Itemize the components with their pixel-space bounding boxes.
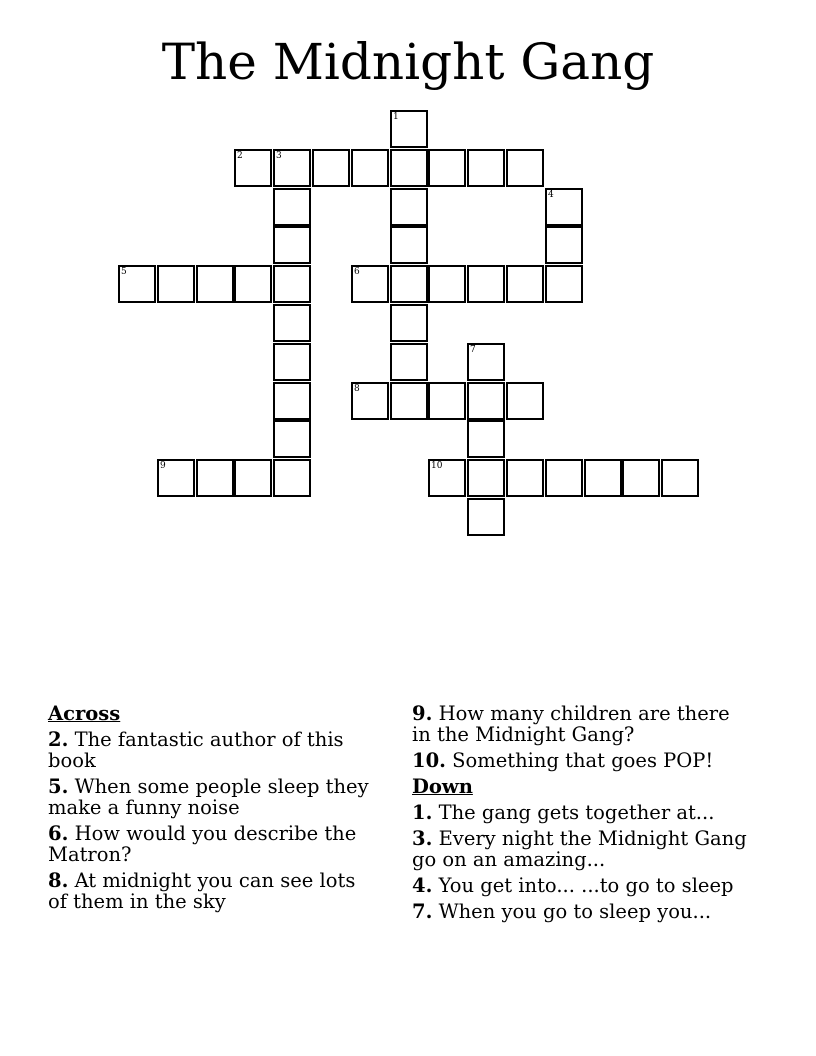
grid-cell[interactable]	[157, 459, 195, 497]
grid-cell[interactable]	[428, 149, 466, 187]
grid-cell[interactable]	[428, 265, 466, 303]
clue-down-3: 3. Every night the Midnight Gang go on an amazing...	[412, 827, 747, 871]
clue-number: 3	[276, 151, 282, 161]
grid-cell[interactable]	[273, 188, 311, 226]
clue-number: 9	[160, 461, 166, 471]
grid-cell[interactable]	[273, 382, 311, 420]
clue-across-9: 9. How many children are there in the Midnight Gang?	[412, 702, 730, 746]
grid-cell[interactable]	[390, 382, 428, 420]
grid-cell[interactable]	[545, 265, 583, 303]
grid-cell[interactable]	[273, 226, 311, 264]
clue-across-2: 2. The fantastic author of this book	[48, 728, 344, 772]
grid-cell[interactable]	[390, 343, 428, 381]
down-heading: Down	[412, 775, 473, 798]
grid-cell[interactable]	[196, 459, 234, 497]
clue-across-5: 5. When some people sleep they make a funny noise	[48, 775, 369, 819]
clue-number: 5	[121, 267, 127, 277]
grid-cell[interactable]	[467, 265, 505, 303]
grid-cell[interactable]	[545, 188, 583, 226]
across-heading: Across	[48, 702, 121, 725]
clue-number: 4	[548, 190, 554, 200]
grid-cell[interactable]	[351, 265, 389, 303]
grid-cell[interactable]	[390, 304, 428, 342]
grid-cell[interactable]	[584, 459, 622, 497]
clue-down-1: 1. The gang gets together at...	[412, 801, 715, 824]
clue-across-6: 6. How would you describe the Matron?	[48, 822, 357, 866]
grid-cell[interactable]	[273, 304, 311, 342]
grid-cell[interactable]	[196, 265, 234, 303]
clue-down-7: 7. When you go to sleep you...	[412, 900, 712, 923]
grid-cell[interactable]	[622, 459, 660, 497]
clue-number: 2	[237, 151, 243, 161]
clues-right-column	[412, 703, 752, 927]
grid-cell[interactable]	[467, 343, 505, 381]
grid-cell[interactable]	[467, 420, 505, 458]
grid-cell[interactable]	[273, 420, 311, 458]
clue-number: 10	[431, 461, 443, 471]
grid-cell[interactable]	[467, 382, 505, 420]
clue-number: 7	[470, 345, 476, 355]
grid-cell[interactable]	[467, 498, 505, 536]
clue-across-10: 10. Something that goes POP!	[412, 749, 714, 772]
grid-cell[interactable]	[545, 226, 583, 264]
grid-cell[interactable]	[390, 149, 428, 187]
clue-number: 6	[354, 267, 360, 277]
grid-cell[interactable]	[273, 149, 311, 187]
clue-number: 8	[354, 384, 360, 394]
grid-cell[interactable]	[390, 110, 428, 148]
grid-cell[interactable]	[428, 459, 466, 497]
grid-cell[interactable]	[661, 459, 699, 497]
grid-cell[interactable]	[273, 343, 311, 381]
grid-cell[interactable]	[506, 459, 544, 497]
grid-cell[interactable]	[390, 265, 428, 303]
grid-cell[interactable]	[467, 459, 505, 497]
grid-cell[interactable]	[234, 149, 272, 187]
grid-cell[interactable]	[351, 149, 389, 187]
clue-down-4: 4. You get into... ...to go to sleep	[412, 874, 734, 897]
grid-cell[interactable]	[118, 265, 156, 303]
grid-cell[interactable]	[545, 459, 583, 497]
grid-cell[interactable]	[351, 382, 389, 420]
grid-cell[interactable]	[234, 265, 272, 303]
puzzle-title: The Midnight Gang	[161, 33, 655, 91]
clues-left-column	[48, 703, 378, 917]
grid-cell[interactable]	[234, 459, 272, 497]
grid-cell[interactable]	[428, 382, 466, 420]
clue-number: 1	[393, 112, 399, 122]
grid-cell[interactable]	[157, 265, 195, 303]
grid-cell[interactable]	[273, 265, 311, 303]
grid-cell[interactable]	[273, 459, 311, 497]
clue-across-8: 8. At midnight you can see lots of them in the sky	[48, 869, 356, 913]
grid-cell[interactable]	[506, 382, 544, 420]
grid-cell[interactable]	[467, 149, 505, 187]
grid-cell[interactable]	[390, 226, 428, 264]
grid-cell[interactable]	[312, 149, 350, 187]
grid-cell[interactable]	[390, 188, 428, 226]
grid-cell[interactable]	[506, 265, 544, 303]
grid-cell[interactable]	[506, 149, 544, 187]
